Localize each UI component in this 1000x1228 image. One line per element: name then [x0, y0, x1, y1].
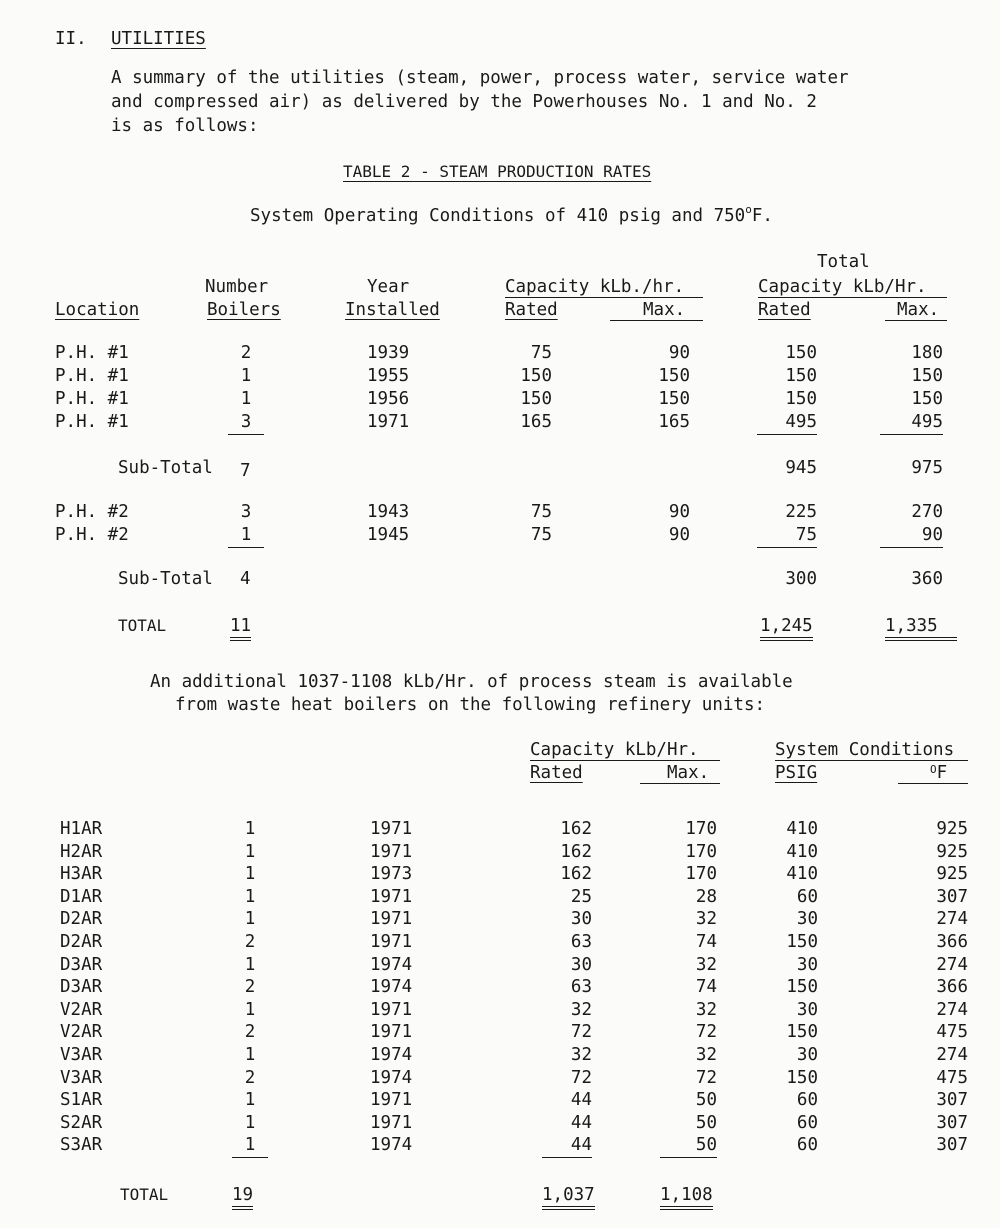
psig-cell: 410: [786, 841, 818, 862]
unit-cell: H2AR: [60, 841, 103, 862]
table-row: [0, 1112, 1000, 1137]
header-boilers: Boilers: [207, 300, 281, 320]
location-cell: P.H. #2: [55, 502, 129, 522]
header-rule: [775, 760, 968, 761]
year-cell: 1945: [367, 525, 410, 545]
header-total: Total: [817, 252, 870, 272]
header-rule: [885, 320, 947, 321]
total-rated-cell: 150: [785, 389, 817, 409]
psig-cell: 150: [786, 932, 818, 952]
rated-cell: 75: [530, 343, 552, 363]
total-rated: 1,037: [542, 1187, 595, 1210]
header-number: Number: [205, 277, 269, 297]
year-cell: 1974: [370, 977, 413, 998]
rated-cell: 63: [570, 932, 592, 952]
total-rated-cell: 150: [785, 343, 817, 363]
unit-cell: S3AR: [60, 1135, 103, 1156]
temp-cell: 925: [936, 841, 968, 862]
degree-symbol: o: [745, 203, 752, 216]
rated-cell: 32: [570, 999, 592, 1020]
boilers-cell: 1: [228, 527, 264, 548]
temp-cell: 274: [936, 909, 968, 930]
table-row: [0, 886, 1000, 911]
header-max: Max.: [667, 763, 710, 783]
total-max-cell: 90: [880, 527, 943, 548]
location-cell: P.H. #1: [55, 389, 129, 409]
conditions-unit: F.: [751, 206, 773, 226]
max-cell: 150: [658, 389, 690, 409]
rated-cell: 30: [570, 909, 592, 930]
year-cell: 1971: [367, 412, 410, 432]
additional-line: An additional 1037-1108 kLb/Hr. of process steam is available: [150, 672, 793, 692]
table-row: [0, 504, 1000, 526]
total-total-rated: 1,245: [760, 618, 813, 641]
max-cell: 32: [695, 1045, 717, 1065]
year-cell: 1971: [370, 1112, 413, 1133]
boilers-cell: 1: [244, 1112, 256, 1133]
rated-cell: 44: [570, 1090, 592, 1111]
unit-cell: H1AR: [60, 819, 103, 839]
total-max-cell: 150: [911, 389, 943, 409]
location-cell: P.H. #1: [55, 366, 129, 386]
rated-cell: 150: [520, 389, 552, 409]
max-cell: 50: [695, 1112, 717, 1133]
header-rule: [898, 783, 968, 784]
header-capacity: Capacity kLb./hr.: [505, 277, 685, 297]
year-cell: 1974: [370, 1067, 413, 1088]
boilers-cell: 2: [244, 977, 256, 998]
additional-line: from waste heat boilers on the following refinery units:: [175, 695, 766, 715]
total-label: TOTAL: [118, 616, 167, 635]
boilers-cell: 2: [244, 1022, 256, 1043]
table-row: [0, 954, 1000, 979]
subtotal-boilers: 4: [240, 569, 251, 589]
header-total-rated: Rated: [758, 300, 811, 320]
psig-cell: 30: [796, 1045, 818, 1065]
unit-cell: D3AR: [60, 954, 103, 975]
location-cell: P.H. #1: [55, 343, 129, 363]
rated-cell: 75: [530, 525, 552, 545]
location-cell: P.H. #2: [55, 525, 129, 545]
psig-cell: 150: [786, 1022, 818, 1043]
psig-cell: 60: [796, 1135, 818, 1156]
boilers-cell: 1: [244, 909, 256, 930]
psig-cell: 30: [796, 954, 818, 975]
table-row: [0, 1067, 1000, 1092]
year-cell: 1971: [370, 932, 413, 952]
unit-cell: V2AR: [60, 1022, 103, 1043]
temp-cell: 307: [936, 886, 968, 907]
rated-cell: 32: [570, 1045, 592, 1065]
rated-cell: 63: [570, 977, 592, 998]
section-title: UTILITIES: [111, 29, 206, 49]
year-cell: 1971: [370, 1090, 413, 1111]
max-cell: 74: [695, 932, 717, 952]
rated-cell: 162: [560, 819, 592, 839]
temp-cell: 366: [936, 932, 968, 952]
max-cell: 32: [695, 954, 717, 975]
year-cell: 1974: [370, 954, 413, 975]
total-max: 1,108: [660, 1187, 713, 1210]
temp-cell: 475: [936, 1022, 968, 1043]
year-cell: 1971: [370, 999, 413, 1020]
header-year: Year: [367, 277, 410, 297]
table-row: [0, 979, 1000, 1001]
conditions-text: System Operating Conditions of 410 psig and 750: [250, 206, 746, 226]
total-rated-cell: 75: [757, 527, 817, 548]
year-cell: 1971: [370, 819, 413, 839]
max-cell: 165: [658, 412, 690, 432]
boilers-cell: 1: [244, 954, 256, 975]
max-cell: 32: [695, 999, 717, 1020]
table-row: [0, 821, 1000, 843]
max-cell: 72: [695, 1022, 717, 1043]
unit-cell: D1AR: [60, 886, 103, 907]
table-row: [0, 345, 1000, 367]
total-max-cell: 150: [911, 366, 943, 386]
temp-cell: 475: [936, 1067, 968, 1088]
unit-cell: S2AR: [60, 1112, 103, 1133]
max-cell: 90: [668, 502, 690, 522]
unit-cell: H3AR: [60, 864, 103, 885]
rated-cell: 25: [570, 886, 592, 907]
header-rule: [610, 320, 703, 321]
rated-cell: 72: [570, 1022, 592, 1043]
subtotal-label: Sub-Total: [118, 569, 213, 589]
unit-cell: D2AR: [60, 909, 103, 930]
year-cell: 1971: [370, 1022, 413, 1043]
temp-cell: 925: [936, 819, 968, 839]
rated-cell: 72: [570, 1067, 592, 1088]
header-location: Location: [55, 300, 140, 320]
location-cell: P.H. #1: [55, 412, 129, 432]
boilers-cell: 1: [244, 999, 256, 1020]
total-boilers: 11: [230, 618, 251, 641]
header-max: Max.: [643, 300, 686, 320]
table-row: [0, 414, 1000, 436]
max-cell: 170: [685, 841, 717, 862]
temp-cell: 274: [936, 1045, 968, 1065]
temp-cell: 366: [936, 977, 968, 998]
psig-cell: 410: [786, 819, 818, 839]
max-cell: 170: [685, 864, 717, 885]
header-rated: Rated: [530, 763, 583, 783]
max-cell: 90: [668, 343, 690, 363]
subtotal-label: Sub-Total: [118, 458, 213, 478]
total-max-cell: 495: [880, 414, 943, 435]
table-row: [0, 1092, 1000, 1114]
table-row: [0, 911, 1000, 933]
temp-cell: 925: [936, 864, 968, 885]
header-rule: [530, 760, 720, 761]
rated-cell: 75: [530, 502, 552, 522]
degree-symbol: O: [930, 763, 937, 776]
intro-line: and compressed air) as delivered by the Powerhouses No. 1 and No. 2: [111, 92, 817, 112]
total-max-cell: 270: [911, 502, 943, 522]
year-cell: 1955: [367, 366, 410, 386]
boilers-cell: 2: [244, 1067, 256, 1088]
psig-cell: 150: [786, 977, 818, 998]
max-cell: 32: [695, 909, 717, 930]
boilers-cell: 1: [244, 1045, 256, 1065]
psig-cell: 410: [786, 864, 818, 885]
max-cell: 74: [695, 977, 717, 998]
max-cell: 72: [695, 1067, 717, 1088]
rated-cell: 44: [542, 1137, 592, 1158]
psig-cell: 60: [796, 1090, 818, 1111]
rated-cell: 44: [570, 1112, 592, 1133]
rated-cell: 162: [560, 841, 592, 862]
psig-cell: 30: [796, 999, 818, 1020]
table-row: [0, 391, 1000, 413]
temp-cell: 307: [936, 1090, 968, 1111]
unit-cell: D3AR: [60, 977, 103, 998]
header-total-capacity: Capacity kLb/Hr.: [758, 277, 927, 297]
table-row: [0, 999, 1000, 1024]
unit-cell: D2AR: [60, 932, 103, 952]
total-label: TOTAL: [120, 1185, 169, 1204]
temp-cell: 274: [936, 954, 968, 975]
table-row: [0, 1024, 1000, 1046]
total-rated-cell: 150: [785, 366, 817, 386]
header-total-max: Max.: [897, 300, 940, 320]
table-row: [0, 866, 1000, 888]
table-row: [0, 1137, 1000, 1159]
max-cell: 90: [668, 525, 690, 545]
psig-cell: 60: [796, 1112, 818, 1133]
table-row: [0, 841, 1000, 866]
table-row: [0, 1047, 1000, 1069]
year-cell: 1956: [367, 389, 410, 409]
unit-cell: V3AR: [60, 1067, 103, 1088]
rated-cell: 150: [520, 366, 552, 386]
max-cell: 50: [695, 1090, 717, 1111]
subtotal-total-rated: 945: [785, 458, 817, 478]
temp-cell: 274: [936, 999, 968, 1020]
rated-cell: 30: [570, 954, 592, 975]
total-rated-cell: 495: [757, 414, 817, 435]
max-cell: 170: [685, 819, 717, 839]
boilers-cell: 1: [240, 389, 252, 409]
max-cell: 50: [660, 1137, 717, 1158]
header-temp-unit: [930, 765, 947, 783]
psig-cell: 30: [796, 909, 818, 930]
header-psig: PSIG: [775, 763, 818, 783]
subtotal-boilers: 7: [240, 461, 251, 481]
year-cell: 1971: [370, 909, 413, 930]
boilers-cell: 1: [244, 841, 256, 862]
boilers-cell: 3: [240, 502, 252, 522]
boilers-cell: 1: [244, 864, 256, 885]
table-row: [0, 527, 1000, 549]
subtotal-total-max: 975: [911, 458, 943, 478]
subtotal-total-max: 360: [911, 569, 943, 589]
header-rule: [758, 297, 947, 298]
header-installed: Installed: [345, 300, 440, 320]
table-row: [0, 934, 1000, 956]
rated-cell: 165: [520, 412, 552, 432]
subtotal-total-rated: 300: [785, 569, 817, 589]
header-system-conditions: System Conditions: [775, 740, 955, 760]
year-cell: 1973: [370, 864, 413, 885]
unit-cell: V3AR: [60, 1045, 103, 1065]
boilers-cell: 1: [244, 1090, 256, 1111]
year-cell: 1974: [370, 1045, 413, 1065]
header-rated: Rated: [505, 300, 558, 320]
table-row: [0, 368, 1000, 390]
boilers-cell: 2: [244, 932, 256, 952]
psig-cell: 60: [796, 886, 818, 907]
unit-cell: S1AR: [60, 1090, 103, 1111]
table-conditions: [250, 203, 773, 226]
year-cell: 1939: [367, 343, 410, 363]
temp-cell: 307: [936, 1135, 968, 1156]
header-rule: [505, 297, 703, 298]
boilers-cell: 1: [240, 366, 252, 386]
intro-line: A summary of the utilities (steam, power, process water, service water: [111, 68, 849, 88]
psig-cell: 150: [786, 1067, 818, 1088]
intro-line: is as follows:: [111, 116, 259, 136]
unit-cell: V2AR: [60, 999, 103, 1020]
year-cell: 1971: [370, 841, 413, 862]
temp-cell: 307: [936, 1112, 968, 1133]
year-cell: 1974: [370, 1135, 413, 1156]
section-number: II.: [55, 29, 87, 49]
max-cell: 150: [658, 366, 690, 386]
rated-cell: 162: [560, 864, 592, 885]
total-max-cell: 180: [911, 343, 943, 363]
boilers-cell: 2: [240, 343, 252, 363]
max-cell: 28: [695, 886, 717, 907]
header-rule: [640, 783, 720, 784]
total-boilers: 19: [232, 1187, 253, 1210]
total-total-max: 1,335: [885, 618, 957, 641]
boilers-cell: 1: [244, 886, 256, 907]
temp-unit-letter: F: [936, 763, 948, 783]
boilers-cell: 3: [228, 414, 264, 435]
table-title: TABLE 2 - STEAM PRODUCTION RATES: [343, 162, 652, 181]
year-cell: 1971: [370, 886, 413, 907]
total-rated-cell: 225: [785, 502, 817, 522]
year-cell: 1943: [367, 502, 410, 522]
boilers-cell: 1: [244, 819, 256, 839]
header-capacity: Capacity kLb/Hr.: [530, 740, 699, 760]
boilers-cell: 1: [232, 1137, 268, 1158]
